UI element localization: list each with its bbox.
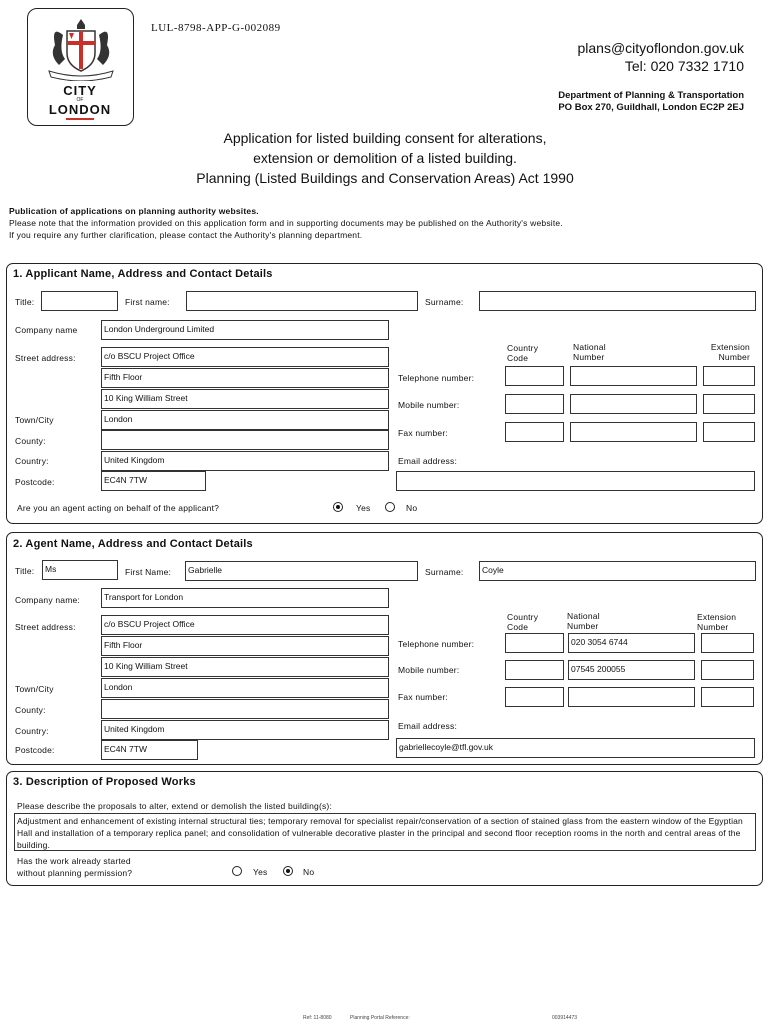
form-title-line-2: extension or demolition of a listed building. [253,150,517,166]
logo-underline [66,118,94,120]
agent-surname-label: Surname: [425,567,464,577]
agent-country-label: Country: [15,726,49,736]
agent-country-code-header: Country Code [507,612,539,632]
agent-first-name-field[interactable]: Gabrielle [185,561,418,581]
applicant-fax-number[interactable] [570,422,697,442]
applicant-postcode-field[interactable]: EC4N 7TW [101,471,206,491]
agent-street-line-2[interactable]: Fifth Floor [101,636,389,656]
applicant-postcode-label: Postcode: [15,477,55,487]
agent-national-number-header: National Number [567,611,600,631]
header-address: PO Box 270, Guildhall, London EC2P 2EJ [558,102,744,113]
applicant-email-label: Email address: [398,456,458,466]
logo-text-city: CITY [63,83,97,98]
footer-ref: Ref: 11-8080 [303,1015,332,1021]
applicant-country-code-header: Country Code [507,343,539,363]
applicant-mobile-number[interactable] [570,394,697,414]
agent-email-label: Email address: [398,721,458,731]
applicant-town-field[interactable]: London [101,410,389,430]
applicant-tel-country-code[interactable] [505,366,564,386]
agent-country-field[interactable]: United Kingdom [101,720,389,740]
applicant-surname-field[interactable] [479,291,756,311]
applicant-country-field[interactable]: United Kingdom [101,451,389,471]
publication-text-1: Please note that the information provided on this application form and in supporting documents may be published on the Authority's website. [9,218,563,228]
work-started-yes-label: Yes [253,867,268,877]
applicant-street-label: Street address: [15,353,76,363]
publication-heading: Publication of applications on planning authority websites. [9,206,259,216]
work-started-question-line-1: Has the work already started [17,856,131,866]
agent-tel-country-code[interactable] [505,633,564,653]
applicant-title-label: Title: [15,297,35,307]
applicant-tel-number[interactable] [570,366,697,386]
footer-portal-number: 003914473 [552,1015,578,1021]
applicant-county-label: County: [15,436,46,446]
work-started-no-radio[interactable] [283,866,293,876]
section-3-title: 3. Description of Proposed Works [13,776,196,788]
applicant-first-name-field[interactable] [186,291,418,311]
work-started-no-label: No [303,867,315,877]
agent-no-radio[interactable] [385,502,395,512]
header-telephone: Tel: 020 7332 1710 [624,58,744,74]
applicant-company-field[interactable]: London Underground Limited [101,320,389,340]
applicant-mobile-country-code[interactable] [505,394,564,414]
applicant-first-name-label: First name: [125,297,170,307]
agent-tel-extension[interactable] [701,633,754,653]
work-started-yes-radio[interactable] [232,866,242,876]
applicant-mobile-label: Mobile number: [398,400,460,410]
agent-fax-number[interactable] [568,687,695,707]
agent-county-label: County: [15,705,46,715]
agent-telephone-label: Telephone number: [398,639,475,649]
applicant-mobile-extension[interactable] [703,394,755,414]
agent-mobile-extension[interactable] [701,660,754,680]
agent-town-field[interactable]: London [101,678,389,698]
applicant-telephone-label: Telephone number: [398,373,475,383]
agent-street-label: Street address: [15,622,76,632]
agent-mobile-country-code[interactable] [505,660,564,680]
agent-no-label: No [406,503,418,513]
description-field[interactable]: Adjustment and enhancement of existing internal structural ties; temporary removal for specialist repair/conservation of a section of stained glass from the eastern window of the Egyptian Hall and installation of a temporary replica panel; and consolidation of vulnerable decorative plaster in the principal and second floor reception rooms in the north and central areas of the building. [14,813,756,851]
publication-text-2: If you require any further clarification, please contact the Authority's planning department. [9,230,363,240]
footer-portal-label: Planning Portal Reference: [350,1015,410,1021]
agent-fax-extension[interactable] [701,687,754,707]
form-title-line-3: Planning (Listed Buildings and Conservation Areas) Act 1990 [196,170,574,186]
applicant-town-label: Town/City [15,415,54,425]
applicant-county-field[interactable] [101,430,389,450]
agent-town-label: Town/City [15,684,54,694]
applicant-fax-country-code[interactable] [505,422,564,442]
applicant-fax-label: Fax number: [398,428,448,438]
applicant-extension-header: Extension Number [710,342,750,362]
reference-code: LUL-8798-APP-G-002089 [151,22,281,34]
agent-extension-header: Extension Number [697,612,737,632]
agent-mobile-number[interactable]: 07545 200055 [568,660,695,680]
work-started-question-line-2: without planning permission? [17,868,133,878]
agent-surname-field[interactable]: Coyle [479,561,756,581]
agent-question-label: Are you an agent acting on behalf of the applicant? [17,503,220,513]
agent-mobile-label: Mobile number: [398,665,460,675]
agent-postcode-label: Postcode: [15,745,55,755]
applicant-email-field[interactable] [396,471,755,491]
applicant-country-label: Country: [15,456,49,466]
agent-street-line-3[interactable]: 10 King William Street [101,657,389,677]
applicant-surname-label: Surname: [425,297,464,307]
logo-box [27,8,134,126]
logo-text-of: OF [76,97,84,103]
description-prompt: Please describe the proposals to alter, extend or demolish the listed building(s): [17,801,333,811]
agent-title-label: Title: [15,566,35,576]
agent-yes-radio[interactable] [333,502,343,512]
form-title-line-1: Application for listed building consent for alterations, [223,130,547,146]
header-department: Department of Planning & Transportation [558,90,744,101]
section-1-title: 1. Applicant Name, Address and Contact Details [13,268,273,280]
agent-company-label: Company name: [15,595,80,605]
applicant-street-line-1[interactable]: c/o BSCU Project Office [101,347,389,367]
agent-fax-country-code[interactable] [505,687,564,707]
header-email: plans@cityoflondon.gov.uk [577,40,744,56]
applicant-national-number-header: National Number [573,342,606,362]
agent-fax-label: Fax number: [398,692,448,702]
agent-yes-label: Yes [356,503,371,513]
applicant-street-line-3[interactable]: 10 King William Street [101,389,389,409]
agent-postcode-field[interactable]: EC4N 7TW [101,740,198,760]
applicant-street-line-2[interactable]: Fifth Floor [101,368,389,388]
agent-title-field[interactable]: Ms [42,560,118,580]
applicant-title-field[interactable] [41,291,118,311]
section-2-title: 2. Agent Name, Address and Contact Details [13,538,253,550]
agent-first-name-label: First Name: [125,567,172,577]
agent-company-field[interactable]: Transport for London [101,588,389,608]
agent-email-field[interactable]: gabriellecoyle@tfl.gov.uk [396,738,755,758]
city-crest-icon [41,15,121,81]
applicant-fax-extension[interactable] [703,422,755,442]
agent-tel-number[interactable]: 020 3054 6744 [568,633,695,653]
agent-county-field[interactable] [101,699,389,719]
logo-text-london: LONDON [48,102,112,117]
applicant-tel-extension[interactable] [703,366,755,386]
agent-street-line-1[interactable]: c/o BSCU Project Office [101,615,389,635]
applicant-company-label: Company name [15,325,78,335]
